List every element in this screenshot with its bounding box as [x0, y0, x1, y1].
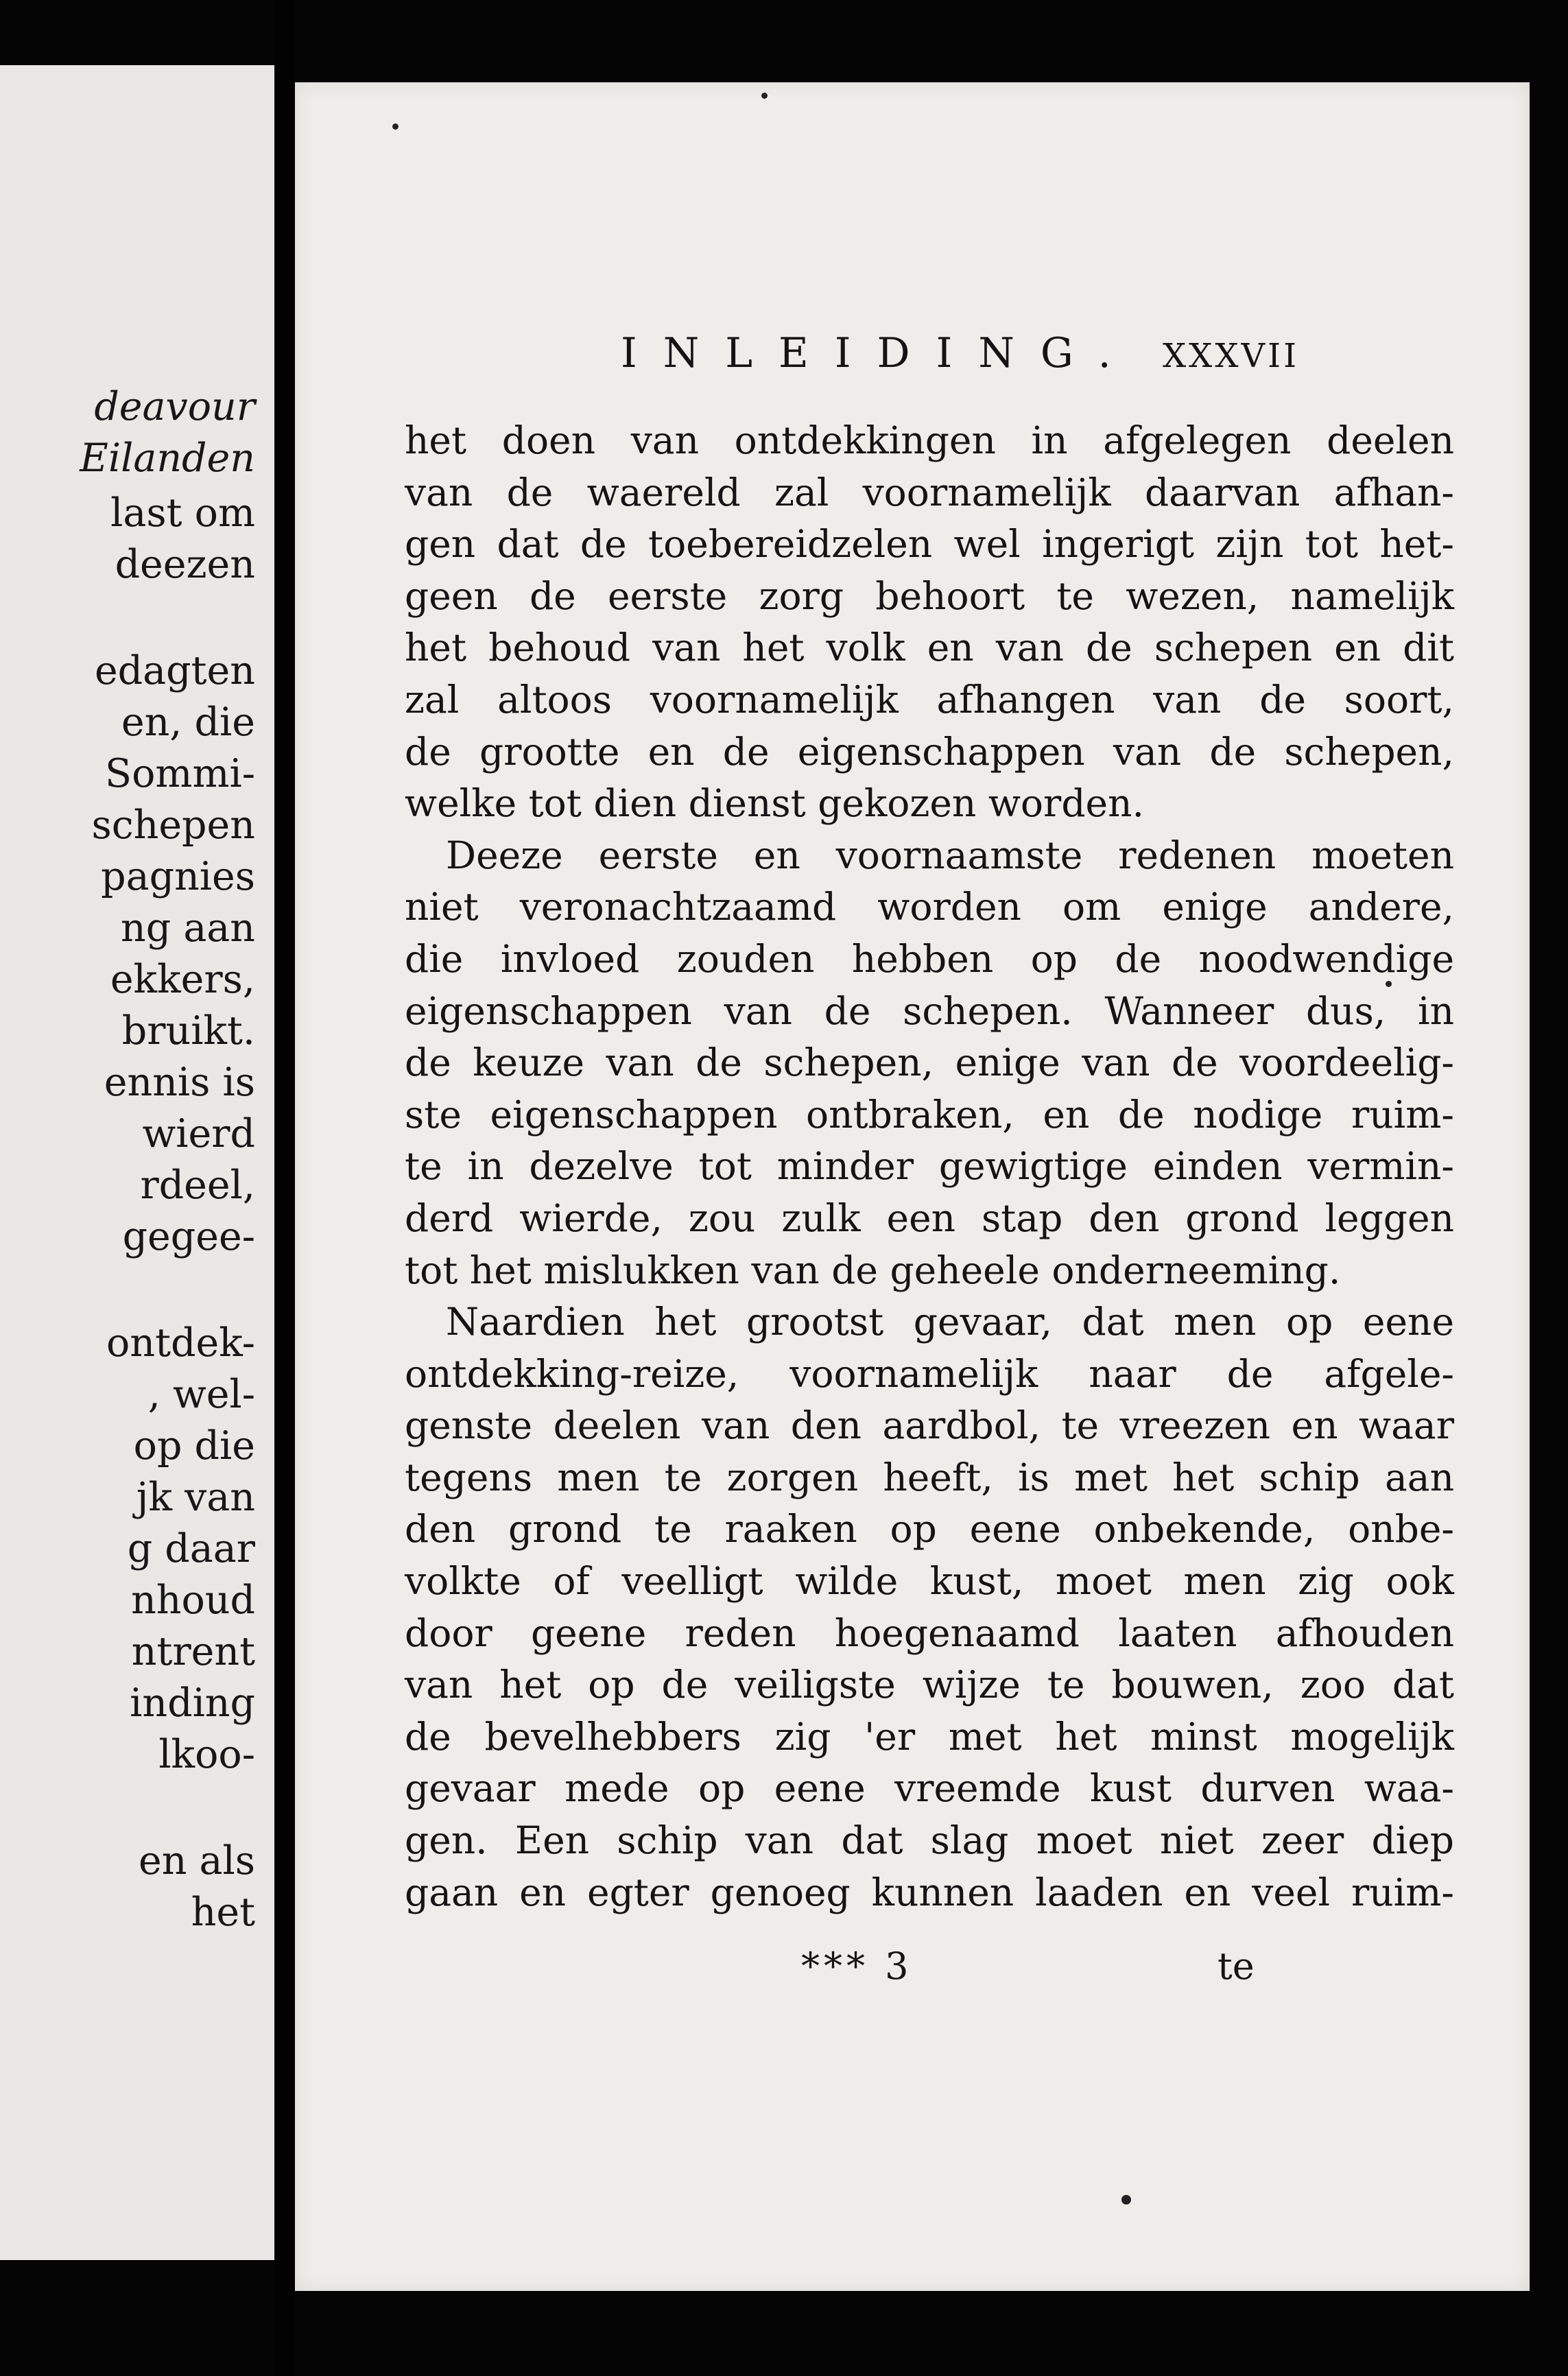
- left-page-line: edagten: [94, 648, 255, 693]
- text-line: tot het mislukken van de geheele onderneeming.: [405, 1248, 1341, 1292]
- text-line: het behoud van het volk en van de schepen en dit: [405, 626, 1454, 670]
- running-head: [295, 329, 1530, 394]
- page-number: XXXVII: [1163, 337, 1300, 375]
- left-page-line: last om: [110, 490, 255, 536]
- left-page-line: lkoo-: [158, 1732, 255, 1777]
- left-page-line: op die: [133, 1423, 255, 1469]
- text-line: gaan en egter genoeg kunnen laaden en veel ruim-: [405, 1870, 1454, 1914]
- left-page-line: inding: [130, 1680, 255, 1726]
- text-line: volkte of veelligt wilde kust, moet men zig ook: [405, 1559, 1454, 1604]
- paper-speck: [392, 123, 399, 130]
- text-line: de grootte en de eigenschappen van de schepen,: [405, 729, 1454, 774]
- left-page-line: Sommi-: [105, 751, 255, 796]
- left-page-line: ng aan: [121, 905, 255, 951]
- text-line: geen de eerste zorg behoort te wezen, namelijk: [405, 573, 1454, 618]
- left-page-line: pagnies: [101, 854, 255, 899]
- text-line: zal altoos voornamelijk afhangen van de soort,: [405, 677, 1454, 722]
- signature-mark: *** 3: [801, 1945, 913, 1988]
- text-line: welke tot dien dienst gekozen worden.: [405, 781, 1144, 826]
- left-page-line: ntrent: [131, 1629, 255, 1674]
- left-page-line: Eilanden: [80, 436, 255, 481]
- text-line: ontdekking-reize, voornamelijk naar de afgele-: [405, 1351, 1454, 1396]
- text-line: ste eigenschappen ontbraken, en de nodige ruim-: [405, 1092, 1454, 1137]
- text-line: derd wierde, zou zulk een stap den grond leggen: [405, 1196, 1454, 1240]
- paper-speck: [761, 93, 768, 99]
- text-line: gen dat de toebereidzelen wel ingerigt zijn tot het-: [405, 522, 1454, 567]
- book-gutter: [274, 0, 295, 2376]
- running-title: INLEIDING.: [621, 329, 1137, 377]
- catchword: te: [1217, 1945, 1255, 1988]
- left-page-line: gegee-: [122, 1214, 255, 1259]
- left-page-line: rdeel,: [140, 1163, 255, 1208]
- right-page: [295, 82, 1530, 2291]
- text-line: eigenschappen van de schepen. Wanneer dus, in: [405, 988, 1454, 1033]
- left-page-line: schepen: [91, 803, 255, 848]
- left-page-line: nhoud: [131, 1578, 255, 1623]
- text-line: gen. Een schip van dat slag moet niet zeer diep: [405, 1818, 1454, 1863]
- text-line: van het op de veiligste wijze te bouwen, zoo dat: [405, 1663, 1454, 1707]
- text-line: die invloed zouden hebben op de noodwendige: [405, 936, 1454, 981]
- left-page-line: ontdek-: [106, 1320, 255, 1366]
- left-page-line: het: [191, 1890, 255, 1935]
- text-line: van de waereld zal voornamelijk daarvan afhan-: [405, 470, 1454, 514]
- left-page: [0, 65, 274, 2260]
- left-page-line: wierd: [142, 1111, 255, 1156]
- left-page-line: deezen: [115, 542, 255, 587]
- text-line: door geene reden hoegenaamd laaten afhouden: [405, 1611, 1454, 1655]
- left-page-line: jk van: [136, 1475, 255, 1520]
- left-page-line: deavour: [94, 384, 255, 429]
- left-page-line: , wel-: [147, 1372, 255, 1417]
- page-footer: [295, 1945, 1530, 2003]
- text-line: den grond te raaken op eene onbekende, onbe-: [405, 1507, 1454, 1552]
- left-page-line: en als: [138, 1838, 255, 1884]
- text-line: niet veronachtzaamd worden om enige andere,: [405, 885, 1454, 929]
- paper-speck: [1121, 2195, 1131, 2205]
- text-line: gevaar mede op eene vreemde kust durven waa-: [405, 1766, 1454, 1811]
- left-page-line: ennis is: [104, 1060, 255, 1105]
- text-line: de keuze van de schepen, enige van de voordeelig-: [405, 1041, 1454, 1085]
- left-page-line: en, die: [121, 700, 255, 745]
- text-line: genste deelen van den aardbol, te vreezen en waar: [405, 1403, 1454, 1448]
- left-page-line: g daar: [127, 1526, 255, 1571]
- text-line: het doen van ontdekkingen in afgelegen deelen: [405, 418, 1454, 462]
- left-page-line: ekkers,: [110, 957, 255, 1002]
- left-page-line: bruikt.: [121, 1008, 255, 1054]
- text-line: de bevelhebbers zig 'er met het minst mogelijk: [405, 1714, 1454, 1759]
- text-line: Naardien het grootst gevaar, dat men op eene: [446, 1300, 1454, 1344]
- text-line: te in dezelve tot minder gewigtige einden vermin-: [405, 1144, 1454, 1189]
- text-line: tegens men te zorgen heeft, is met het schip aan: [405, 1455, 1454, 1499]
- body-text: [405, 415, 1454, 1918]
- text-line: Deeze eerste en voornaamste redenen moeten: [446, 833, 1454, 877]
